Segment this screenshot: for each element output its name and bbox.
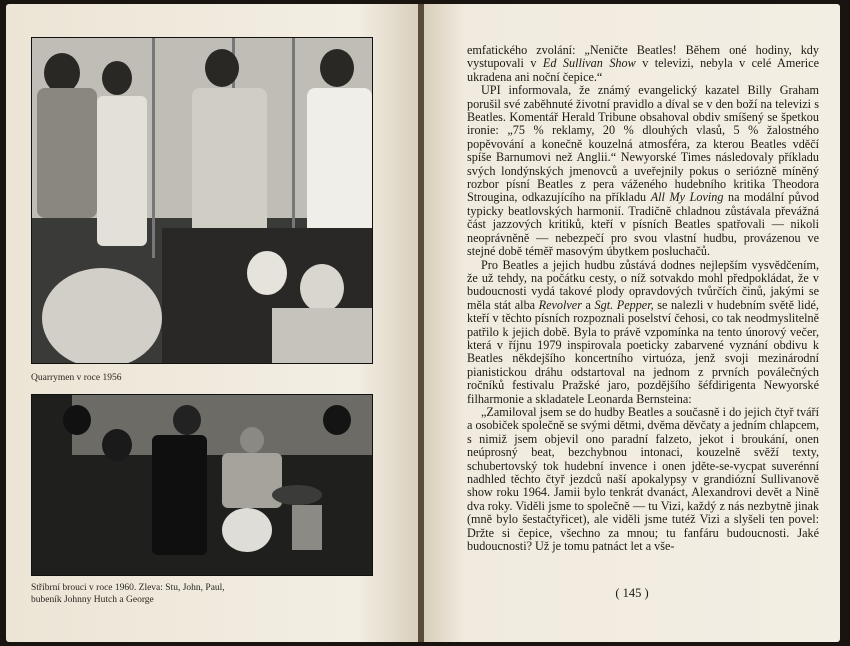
text-run: emfatického zvolání: „Neničte Beatles! Během oné hodiny, kdy vystupovali v xyxy=(467,43,819,71)
photo-caption-2: Stříbrní brouci v roce 1960. Zleva: Stu, John, Paul, bubeník Johnny Hutch a George xyxy=(31,583,225,605)
body-text xyxy=(467,44,819,553)
text-run: se nalezli v hudebním světě lidé, kteří v těchto písních rozpoznali poselství čehosi, co tak neodmyslitelně patřilo k jejich době. Byla to právě vzpomínka na tento únorový večer, která v říjnu 1979 inspirovala poeticky zabarvené vyznání obdivu k Beatles někdejšího koncertního virtuóza, jenž svoji mezinárodní pianistickou dráhu odstartoval na jednom z prvních poválečných ročníků festivalu Pražské jaro, pozdějšího šéfdirigenta Newyorské filharmonie a skladatele Leonarda Bernsteina: xyxy=(467,297,819,406)
italic-title: Sgt. Pepper, xyxy=(594,297,654,312)
page-number: ( 145 ) xyxy=(615,586,649,600)
paragraph xyxy=(467,84,819,258)
right-page xyxy=(424,4,840,642)
paragraph xyxy=(467,406,819,553)
left-page xyxy=(6,4,418,642)
text-run: v televizi, nebyla v celé Americe ukradena ani noční čepice.“ xyxy=(467,56,820,84)
italic-title: All My Loving xyxy=(650,190,724,205)
text-run: „Zamiloval jsem se do hudby Beatles a současně i do jejich čtyř tváří a osobiček společně se svými dětmi, dvěma děvčaty a jedním chlapcem, s nimiž jsem objevil ono paradní falzeto, jekot i broukání, onen neúprosný beat, bezchybnou intonaci, kouzelně svěží texty, schubertovský tok hudební invence i onen jděte-se-vycpat suverénní nadhled těchto čtyř jezdců naší apokalypsy v grandiózní Sullivanově show roku 1964. Jamii bylo tenkrát dvanáct, Alexandrovi devět a Nině dva roky. Viděli jsme to společně — tu Vizi, každý z nás nezbytně jinak (mně bylo šestačtyřicet), ale viděli jsme tutéž Vizi a slyšeli ten povel: Držte si čepice, všechno za mnou; tu fanfáru budoucnosti. Jaké budoucnosti? Už je tomu patnáct let a vše- xyxy=(467,404,819,554)
paragraph xyxy=(467,44,819,84)
text-run: Pro Beatles a jejich hudbu zůstává dodnes nejlepším vysvědčením, že už tehdy, na počátku cesty, o níž sotvakdo mohl předpokládat, že v budoucnosti vydá takové plody opravdových tvůrčích činů, jakými se měla stát alba xyxy=(467,257,819,312)
text-run: UPI informovala, že známý evangelický kazatel Billy Graham porušil své zaběhnuté životní pravidlo a díval se v den boží na televizi s Beatles. Komentář Herald Tribune obsahoval obdiv smíšený se špetkou ironie: „75 % reklamy, 20 % dlouhých vlasů, 5 % žalostného popěvování a konečně kouzelná atmosféra, za kterou Beatles vděčí spíše Barnumovi než Anglii.“ Newyorské Times následovaly příkladu svých londýnských jmenovců a uveřejnily pokus o seriózně míněný rozbor písní Beatles z pera váženého hudebního kritika Theodora Strougina, odkazujícího na příkladu xyxy=(467,83,819,205)
quarrymen-photo xyxy=(31,37,373,364)
photo-caption-1: Quarrymen v roce 1956 xyxy=(31,373,122,383)
italic-title: Ed Sullivan Show xyxy=(542,56,636,71)
text-run: na modální původ typicky beatlovských harmonií. Tradičně chladnou zůstávala převážná část jazzových kritiků, kteří v písních Beatles spatřovali — nikoli neoprávněně — nebezpečí pro svou vlastní hudbu, provázenou ve stejné době téměř masovým úbytkem posluchačů. xyxy=(467,190,819,259)
paragraph xyxy=(467,259,819,406)
text-run: a xyxy=(581,297,595,312)
silver-beetles-photo xyxy=(31,394,373,576)
italic-title: Revolver xyxy=(538,297,582,312)
